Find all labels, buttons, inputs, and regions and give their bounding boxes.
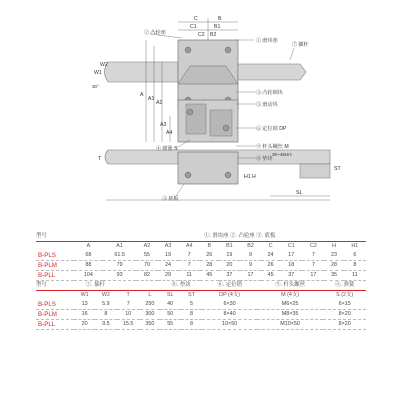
- table2-title: 型号: [36, 281, 74, 291]
- table-row: B-PLM 88 79 70 24 7 28 20 9 26 18 7 28 8: [36, 261, 366, 271]
- t1-h-A: A: [86, 243, 91, 249]
- t2-group-pad: ⑧. 垫块: [160, 281, 203, 291]
- table-row: B-PLS 13 5.9 7 250 40 5 6×30 M6×25 6×15: [36, 300, 366, 310]
- table-row: B-PLL 104 93 82 29 11 45 37 17 45 37 17 35 11: [36, 271, 366, 281]
- t2-h-L: L: [148, 292, 152, 298]
- t2-group-pin: ⑥. 定位销: [202, 281, 257, 291]
- dim-C1: C1: [190, 24, 197, 30]
- t1-h-A1: A1: [116, 243, 123, 249]
- t2-group-spring: ④. 弹簧: [323, 281, 366, 291]
- svg-text:②凸轮座: ②凸轮座: [144, 30, 166, 36]
- t2-group-screw: ⑨. 杆头螺丝: [257, 281, 323, 291]
- table-row: B-PLM 16 8 10 300 50 8 8×40 M8×35 8×20: [36, 310, 366, 320]
- model-label: B-PLS: [36, 251, 74, 261]
- t1-h-B2: B2: [247, 243, 254, 249]
- t2-h-SL: SL: [166, 292, 174, 298]
- dim-A: A: [140, 92, 144, 98]
- dim-W2: W2: [100, 62, 108, 68]
- dim-C: C: [194, 16, 198, 22]
- t1-h-A2: A2: [143, 243, 151, 249]
- dim-A4: A4: [166, 130, 173, 136]
- base-plate: [178, 152, 238, 184]
- insert-bar: [105, 62, 179, 82]
- t2-h-DP: DP (4支): [219, 292, 241, 298]
- svg-text:⑥定位销 DP: ⑥定位销 DP: [256, 126, 287, 132]
- dim-T: T: [98, 156, 102, 162]
- model-label: B-PLM: [36, 261, 74, 271]
- t1-h-C2: C2: [309, 243, 317, 249]
- svg-text:⑤滑动块: ⑤滑动块: [256, 102, 278, 108]
- dim-C2: C2: [198, 32, 205, 38]
- dim-ST: ST: [334, 166, 341, 172]
- t1-h-C1: C1: [287, 243, 295, 249]
- model-label: B-PLL: [36, 271, 74, 281]
- table-row: B-PLS 68 61.5 55 19 7 26 19 9 24 17 7 23 6: [36, 251, 366, 261]
- hardness-note: 30~45Hrc: [272, 152, 293, 157]
- t2-h-W1: W1: [80, 292, 89, 298]
- model-label: B-PLS: [36, 300, 74, 310]
- table1-title: 型号: [36, 232, 74, 242]
- svg-text:⑦插杆: ⑦插杆: [292, 42, 309, 48]
- right-bar: [238, 64, 306, 80]
- dim-B2: B2: [210, 32, 217, 38]
- t2-h-W2: W2: [101, 292, 110, 298]
- t1-h-A4: A4: [185, 243, 193, 249]
- t2-group-rod: ⑦. 插杆: [74, 281, 117, 291]
- t1-h-A3: A3: [164, 243, 172, 249]
- dim-W1: W1: [94, 70, 102, 76]
- t2-h-T: T: [126, 292, 130, 298]
- dim-H: H: [252, 174, 256, 180]
- t1-h-H: H: [332, 243, 336, 249]
- svg-text:⑨杆头螺丝 M: ⑨杆头螺丝 M: [256, 144, 289, 150]
- svg-text:③凸轮锁块: ③凸轮锁块: [256, 90, 283, 96]
- t2-h-ST: ST: [188, 292, 195, 298]
- dim-B1: B1: [214, 24, 221, 30]
- table1-group-label: ①. 滑块座 ②. 凸轮座 ③. 底板: [74, 232, 366, 242]
- dim-A3: A3: [160, 122, 167, 128]
- t2-h-M: M (4支): [281, 292, 300, 298]
- table-row: B-PLL 20 9.5 15.5 350 55 8 10×50 M10×50 8×20: [36, 320, 366, 330]
- spec-table-1: [36, 232, 366, 281]
- dim-A2: A2: [156, 100, 163, 106]
- svg-text:⑧垫块: ⑧垫块: [256, 156, 273, 162]
- t1-h-H1: H1: [351, 243, 359, 249]
- t1-h-B: B: [207, 243, 212, 249]
- t2-h-S: S (2支): [336, 292, 354, 298]
- dim-30deg: 30°: [92, 84, 99, 89]
- dim-H1: H1: [244, 174, 251, 180]
- spec-table-2: [36, 281, 366, 330]
- svg-text:④弹簧 S: ④弹簧 S: [156, 146, 178, 152]
- model-label: B-PLM: [36, 310, 74, 320]
- t1-h-C: C: [268, 243, 273, 249]
- svg-text:③底板: ③底板: [162, 196, 179, 202]
- dim-A1: A1: [148, 96, 155, 102]
- dim-SL: SL: [296, 190, 303, 196]
- dim-B: B: [218, 16, 222, 22]
- model-label: B-PLL: [36, 320, 74, 330]
- t1-h-B1: B1: [226, 243, 233, 249]
- svg-text:①滑块座: ①滑块座: [256, 38, 278, 44]
